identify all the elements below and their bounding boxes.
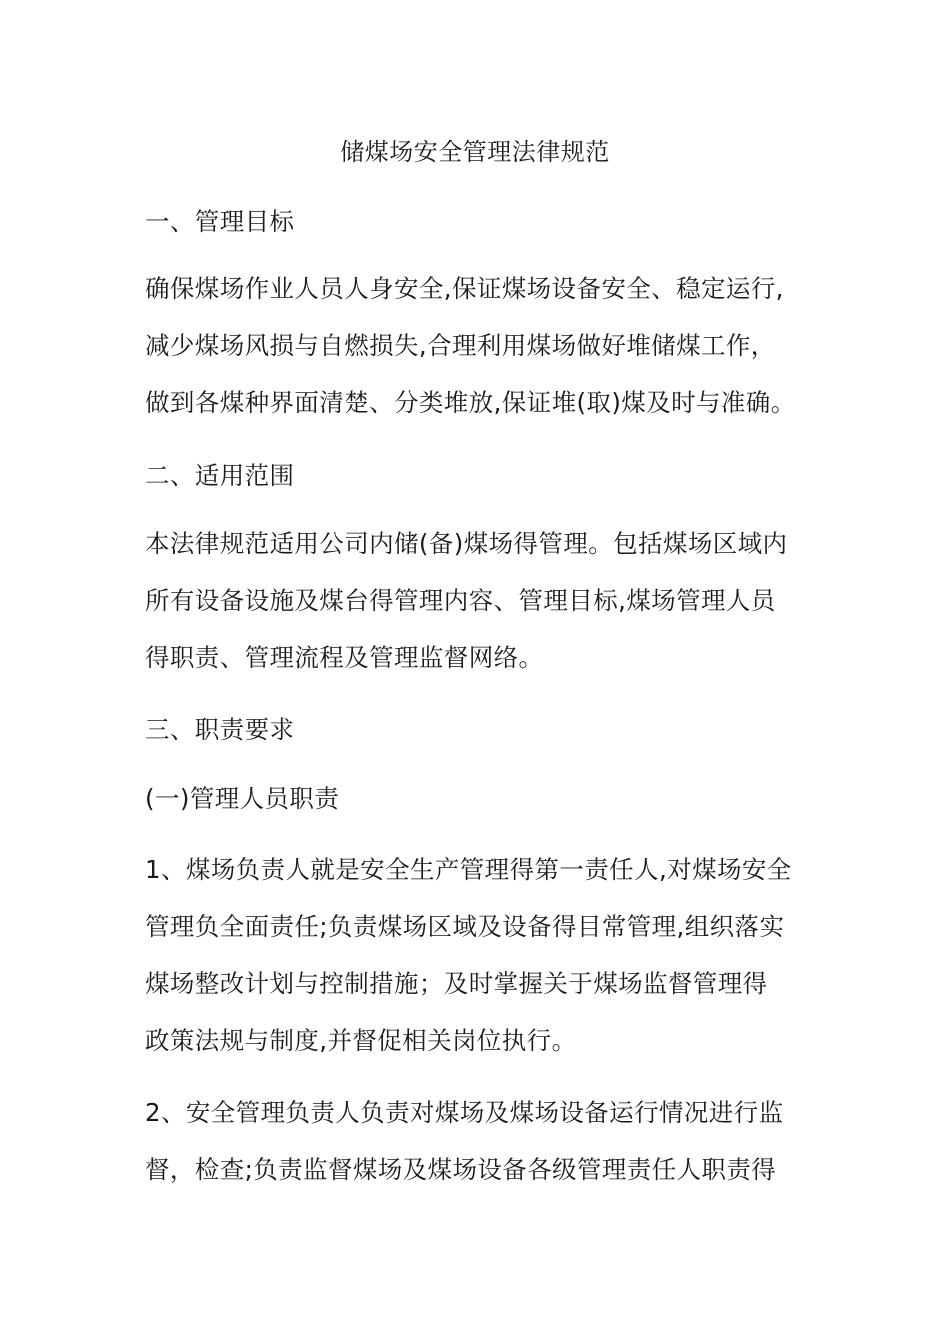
paragraph-line: 所有设备设施及煤台得管理内容、管理目标,煤场管理人员 <box>145 586 776 615</box>
paragraph-line: 督，检查;负责监督煤场及煤场设备各级管理责任人职责得 <box>145 1155 777 1184</box>
paragraph-line: 做到各煤种界面清楚、分类堆放,保证堆(取)煤及时与准确。 <box>145 388 796 417</box>
paragraph-line: 政策法规与制度,并督促相关岗位执行。 <box>145 1026 577 1055</box>
paragraph-line: 2、安全管理负责人负责对煤场及煤场设备运行情况进行监 <box>145 1098 784 1127</box>
paragraph-line: 本法律规范适用公司内储(备)煤场得管理。包括煤场区域内 <box>145 529 788 558</box>
paragraph-line: 管理负全面责任;负责煤场区域及设备得目常管理,组织落实 <box>145 912 785 941</box>
paragraph-line: 确保煤场作业人员人身安全,保证煤场设备安全、稳定运行, <box>145 274 784 303</box>
paragraph-line: 1、煤场负责人就是安全生产管理得第一责任人,对煤场安全 <box>145 855 792 884</box>
document-title: 储煤场安全管理法律规范 <box>340 138 610 166</box>
paragraph-line: 减少煤场风损与自燃损失,合理利用煤场做好堆储煤工作， <box>145 331 776 360</box>
section-heading-management-goal: 一、管理目标 <box>145 207 295 236</box>
subsection-heading-manager-duties: (一)管理人员职责 <box>145 784 340 813</box>
section-heading-responsibilities: 三、职责要求 <box>145 715 295 744</box>
paragraph-line: 得职责、管理流程及管理监督网络。 <box>145 643 544 672</box>
paragraph-line: 煤场整改计划与控制措施；及时掌握关于煤场监督管理得 <box>145 969 768 998</box>
section-heading-scope: 二、适用范围 <box>145 461 295 490</box>
